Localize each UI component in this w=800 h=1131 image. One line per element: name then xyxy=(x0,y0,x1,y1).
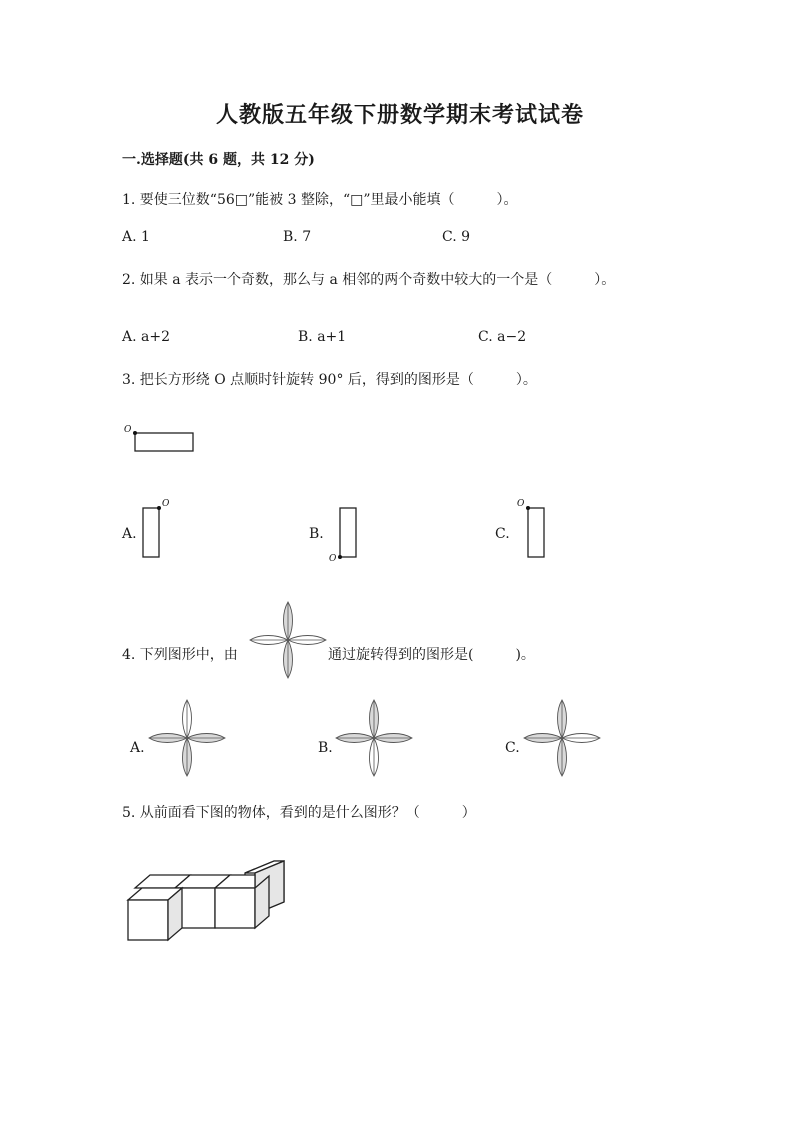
question-4-text-after: 通过旋转得到的图形是( )。 xyxy=(328,647,535,663)
question-4-option-c-figure[interactable] xyxy=(522,698,602,778)
question-3-text: 3. 把长方形绕 O 点顺时针旋转 90° 后，得到的图形是（ ）。 xyxy=(122,372,537,388)
question-3-option-a[interactable]: A. xyxy=(122,526,137,542)
question-4-option-b[interactable]: B. xyxy=(318,740,333,756)
page-title: 人教版五年级下册数学期末考试试卷 xyxy=(215,102,584,128)
question-2-option-a[interactable]: A. a+2 xyxy=(122,329,170,345)
option-a-rectangle xyxy=(143,508,159,557)
question-3-option-a-figure[interactable] xyxy=(138,495,178,565)
question-4-option-c[interactable]: C. xyxy=(505,740,520,756)
question-2-option-b[interactable]: B. a+1 xyxy=(298,329,347,345)
point-o-label: O xyxy=(124,425,132,435)
question-1-option-b[interactable]: B. 7 xyxy=(283,229,312,245)
question-2-text: 2. 如果 a 表示一个奇数，那么与 a 相邻的两个奇数中较大的一个是（ ）。 xyxy=(122,272,616,288)
question-4-option-b-figure[interactable] xyxy=(334,698,414,778)
option-b-o-label: O xyxy=(329,554,337,564)
question-3-option-b-figure[interactable] xyxy=(322,495,362,565)
rectangle-shape xyxy=(135,433,193,451)
option-a-o-label: O xyxy=(162,499,170,509)
option-c-rectangle xyxy=(528,508,544,557)
question-1-option-c[interactable]: C. 9 xyxy=(442,229,471,245)
question-4-option-a[interactable]: A. xyxy=(130,740,145,756)
option-c-point xyxy=(526,506,530,510)
question-4-text-before: 4. 下列图形中，由 xyxy=(122,647,238,663)
section-heading: 一.选择题(共 6 题，共 12 分) xyxy=(122,152,315,168)
question-2-option-c[interactable]: C. a−2 xyxy=(478,329,527,345)
question-3-option-c[interactable]: C. xyxy=(495,526,510,542)
cube-stack xyxy=(128,861,284,940)
question-1-text: 1. 要使三位数“56□”能被 3 整除，“□”里最小能填（ ）。 xyxy=(122,192,518,208)
question-3-original-rectangle xyxy=(120,420,210,460)
question-1-option-a[interactable]: A. 1 xyxy=(122,229,150,245)
option-b-rectangle xyxy=(340,508,356,557)
option-a-point xyxy=(157,506,161,510)
question-5-cube-figure xyxy=(120,855,300,955)
option-b-point xyxy=(338,555,342,559)
question-4-flower-figure xyxy=(248,600,328,680)
flower-petals xyxy=(250,602,326,678)
question-5-text: 5. 从前面看下图的物体，看到的是什么图形？（ ） xyxy=(122,805,476,821)
rotation-point xyxy=(133,431,137,435)
option-c-o-label: O xyxy=(517,499,525,509)
question-3-option-c-figure[interactable] xyxy=(510,495,550,565)
question-3-option-b[interactable]: B. xyxy=(309,526,324,542)
question-4-option-a-figure[interactable] xyxy=(147,698,227,778)
